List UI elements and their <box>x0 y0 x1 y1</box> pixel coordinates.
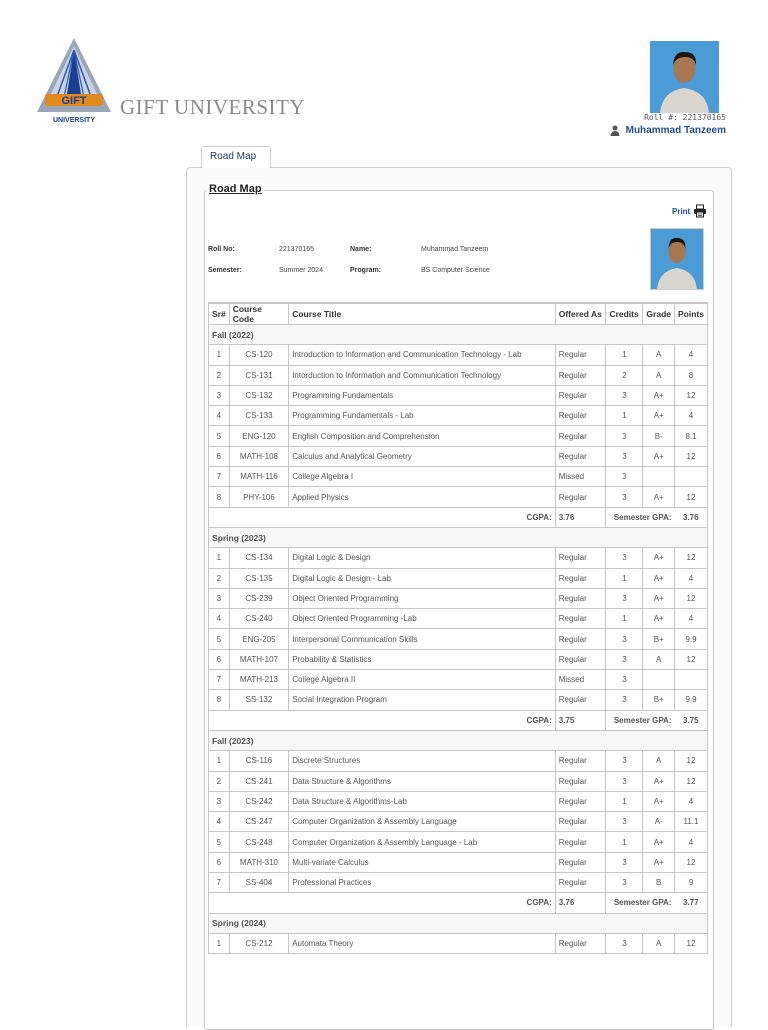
offered-as-cell: Regular <box>555 548 606 568</box>
semester-gpa-value: 3.75 <box>675 710 708 730</box>
course-code-cell: CS-241 <box>229 771 288 791</box>
gpa-row <box>209 893 708 913</box>
table-row <box>209 406 708 426</box>
points-cell: 4 <box>675 568 708 588</box>
name-label: Name: <box>350 246 372 253</box>
course-title-cell: Programming Fundamentals - Lab <box>289 406 556 426</box>
course-code-cell: CS-240 <box>229 609 288 629</box>
points-cell: 4 <box>675 791 708 811</box>
student-photo <box>650 228 704 290</box>
course-title-cell: English Composition and Comprehension <box>289 426 556 446</box>
sr-cell: 4 <box>209 609 230 629</box>
course-code-cell: MATH-310 <box>229 852 288 872</box>
logo-text: GIFT <box>61 95 87 107</box>
points-cell: 12 <box>675 446 708 466</box>
points-cell: 4 <box>675 345 708 365</box>
sr-cell: 3 <box>209 588 230 608</box>
points-cell: 4 <box>675 609 708 629</box>
points-cell: 12 <box>675 649 708 669</box>
course-code-cell: CS-212 <box>229 933 288 953</box>
sr-cell: 1 <box>209 751 230 771</box>
university-logo <box>35 36 113 124</box>
table-row <box>209 852 708 872</box>
credits-cell: 1 <box>606 832 643 852</box>
user-name-link[interactable] <box>610 125 726 136</box>
credits-cell: 3 <box>606 852 643 872</box>
offered-as-cell: Regular <box>555 345 606 365</box>
sr-cell: 7 <box>209 873 230 893</box>
program-label: Program: <box>350 267 382 274</box>
course-code-cell: CS-133 <box>229 406 288 426</box>
grade-cell: A+ <box>643 588 675 608</box>
course-title-cell: Probability & Statistics <box>289 649 556 669</box>
grade-cell: A+ <box>643 568 675 588</box>
table-row <box>209 548 708 568</box>
points-cell: 12 <box>675 588 708 608</box>
course-title-cell: Object Oriented Programming <box>289 588 556 608</box>
table-header-row <box>209 303 708 325</box>
offered-as-cell: Regular <box>555 791 606 811</box>
table-row <box>209 933 708 953</box>
grade-cell <box>643 467 675 487</box>
grade-cell: A+ <box>643 487 675 507</box>
table-row <box>209 365 708 385</box>
credits-cell: 3 <box>606 812 643 832</box>
roll-number-display: Roll #: 221370165 <box>644 113 726 122</box>
sr-cell: 1 <box>209 933 230 953</box>
course-title-cell: Discrete Structures <box>289 751 556 771</box>
credits-cell: 3 <box>606 629 643 649</box>
course-title-cell: College Algebra I <box>289 467 556 487</box>
user-avatar <box>650 41 719 113</box>
course-title-cell: Object Oriented Programming -Lab <box>289 609 556 629</box>
col-header-offered-as: Offered As <box>555 303 606 325</box>
points-cell: 4 <box>675 406 708 426</box>
course-code-cell: CS-132 <box>229 385 288 405</box>
grade-cell: A+ <box>643 832 675 852</box>
course-code-cell: MATH-116 <box>229 467 288 487</box>
offered-as-cell: Missed <box>555 467 606 487</box>
table-row <box>209 832 708 852</box>
grade-cell: A <box>643 649 675 669</box>
offered-as-cell: Regular <box>555 629 606 649</box>
user-icon <box>610 125 620 136</box>
offered-as-cell: Regular <box>555 873 606 893</box>
course-code-cell: ENG-120 <box>229 426 288 446</box>
col-header-course-title: Course Title <box>289 303 556 325</box>
offered-as-cell: Regular <box>555 365 606 385</box>
col-header-credits: Credits <box>606 303 643 325</box>
grade-cell: A+ <box>643 446 675 466</box>
credits-cell: 3 <box>606 933 643 953</box>
course-title-cell: Computer Organization & Assembly Language - Lab <box>289 832 556 852</box>
points-cell: 9 <box>675 873 708 893</box>
table-row <box>209 649 708 669</box>
points-cell: 8.1 <box>675 426 708 446</box>
offered-as-cell: Regular <box>555 852 606 872</box>
sr-cell: 1 <box>209 548 230 568</box>
points-cell <box>675 467 708 487</box>
grade-cell: B <box>643 873 675 893</box>
course-title-cell: Automata Theory <box>289 933 556 953</box>
semester-gpa-label: Semester GPA: <box>606 893 675 913</box>
offered-as-cell: Regular <box>555 933 606 953</box>
course-title-cell: Interpersonal Communication Skills <box>289 629 556 649</box>
points-cell: 9.9 <box>675 629 708 649</box>
course-code-cell: CS-242 <box>229 791 288 811</box>
sr-cell: 3 <box>209 385 230 405</box>
grade-cell: B+ <box>643 629 675 649</box>
semester-heading: Spring (2024) <box>209 913 708 933</box>
semester-heading: Spring (2023) <box>209 527 708 547</box>
sr-cell: 6 <box>209 649 230 669</box>
course-title-cell: Calculus and Analytical Geometry <box>289 446 556 466</box>
user-name: Muhammad Tanzeem <box>625 125 726 136</box>
credits-cell: 1 <box>606 406 643 426</box>
points-cell: 12 <box>675 548 708 568</box>
semester-gpa-label: Semester GPA: <box>606 507 675 527</box>
course-title-cell: Programming Fundamentals <box>289 385 556 405</box>
credits-cell: 3 <box>606 873 643 893</box>
table-row <box>209 446 708 466</box>
course-title-cell: Digital Logic & Design - Lab <box>289 568 556 588</box>
semester-heading: Fall (2022) <box>209 325 708 345</box>
semester-heading-row <box>209 325 708 345</box>
offered-as-cell: Regular <box>555 609 606 629</box>
sr-cell: 4 <box>209 406 230 426</box>
credits-cell: 1 <box>606 609 643 629</box>
points-cell <box>675 670 708 690</box>
credits-cell: 1 <box>606 568 643 588</box>
cgpa-value: 3.75 <box>555 710 606 730</box>
road-map-table <box>208 302 708 954</box>
course-code-cell: CS-135 <box>229 568 288 588</box>
points-cell: 12 <box>675 385 708 405</box>
table-row <box>209 385 708 405</box>
cgpa-value: 3.76 <box>555 893 606 913</box>
offered-as-cell: Regular <box>555 812 606 832</box>
col-header-sr: Sr# <box>209 303 230 325</box>
course-title-cell: College Algebra II <box>289 670 556 690</box>
table-row <box>209 426 708 446</box>
points-cell: 11.1 <box>675 812 708 832</box>
course-title-cell: Digital Logic & Design <box>289 548 556 568</box>
cgpa-value: 3.76 <box>555 507 606 527</box>
course-code-cell: SS-132 <box>229 690 288 710</box>
sr-cell: 6 <box>209 852 230 872</box>
offered-as-cell: Regular <box>555 487 606 507</box>
course-title-cell: Applied Physics <box>289 487 556 507</box>
course-code-cell: CS-248 <box>229 832 288 852</box>
sr-cell: 2 <box>209 771 230 791</box>
sr-cell: 7 <box>209 467 230 487</box>
course-title-cell: Professional Practices <box>289 873 556 893</box>
course-title-cell: Multi-variate Calculus <box>289 852 556 872</box>
course-code-cell: MATH-213 <box>229 670 288 690</box>
grade-cell: A+ <box>643 852 675 872</box>
offered-as-cell: Regular <box>555 588 606 608</box>
semester-value: Summer 2024 <box>279 267 323 274</box>
semester-gpa-label: Semester GPA: <box>606 710 675 730</box>
course-code-cell: MATH-108 <box>229 446 288 466</box>
table-row <box>209 487 708 507</box>
credits-cell: 3 <box>606 751 643 771</box>
course-title-cell: Data Structure & Algorithms-Lab <box>289 791 556 811</box>
table-row <box>209 629 708 649</box>
course-code-cell: CS-131 <box>229 365 288 385</box>
course-title-cell: Data Structure & Algorithms <box>289 771 556 791</box>
credits-cell: 3 <box>606 771 643 791</box>
table-row <box>209 588 708 608</box>
credits-cell: 3 <box>606 467 643 487</box>
course-code-cell: MATH-107 <box>229 649 288 669</box>
semester-gpa-value: 3.77 <box>675 893 708 913</box>
offered-as-cell: Regular <box>555 690 606 710</box>
name-value: Muhammad Tanzeem <box>421 246 489 253</box>
table-row <box>209 812 708 832</box>
semester-heading-row <box>209 527 708 547</box>
university-name: GIFT UNIVERSITY <box>120 95 306 119</box>
credits-cell: 2 <box>606 365 643 385</box>
points-cell: 9.9 <box>675 690 708 710</box>
sr-cell: 2 <box>209 568 230 588</box>
sr-cell: 7 <box>209 670 230 690</box>
points-cell: 12 <box>675 852 708 872</box>
sr-cell: 8 <box>209 690 230 710</box>
grade-cell <box>643 670 675 690</box>
course-code-cell: CS-116 <box>229 751 288 771</box>
cgpa-label: CGPA: <box>209 710 556 730</box>
credits-cell: 3 <box>606 446 643 466</box>
col-header-course-code: Course Code <box>229 303 288 325</box>
grade-cell: B- <box>643 426 675 446</box>
table-row <box>209 467 708 487</box>
course-code-cell: SS-404 <box>229 873 288 893</box>
sr-cell: 8 <box>209 487 230 507</box>
grade-cell: A+ <box>643 406 675 426</box>
credits-cell: 3 <box>606 690 643 710</box>
table-row <box>209 568 708 588</box>
sr-cell: 5 <box>209 629 230 649</box>
offered-as-cell: Regular <box>555 771 606 791</box>
sr-cell: 1 <box>209 345 230 365</box>
cgpa-label: CGPA: <box>209 893 556 913</box>
sr-cell: 3 <box>209 791 230 811</box>
grade-cell: A <box>643 933 675 953</box>
grade-cell: B+ <box>643 690 675 710</box>
credits-cell: 3 <box>606 649 643 669</box>
print-label: Print <box>672 206 691 216</box>
course-title-cell: Introduction to Information and Communication Technology - Lab <box>289 345 556 365</box>
grade-cell: A <box>643 751 675 771</box>
points-cell: 12 <box>675 771 708 791</box>
table-row <box>209 609 708 629</box>
offered-as-cell: Regular <box>555 568 606 588</box>
sr-cell: 5 <box>209 832 230 852</box>
program-value: BS Computer Science <box>421 267 490 274</box>
course-code-cell: CS-239 <box>229 588 288 608</box>
credits-cell: 3 <box>606 487 643 507</box>
course-code-cell: ENG-205 <box>229 629 288 649</box>
table-row <box>209 873 708 893</box>
table-row <box>209 670 708 690</box>
credits-cell: 3 <box>606 385 643 405</box>
points-cell: 12 <box>675 487 708 507</box>
print-button[interactable] <box>672 204 707 218</box>
offered-as-cell: Regular <box>555 385 606 405</box>
offered-as-cell: Missed <box>555 670 606 690</box>
semester-gpa-value: 3.76 <box>675 507 708 527</box>
course-title-cell: Social Integration Program <box>289 690 556 710</box>
credits-cell: 3 <box>606 588 643 608</box>
offered-as-cell: Regular <box>555 649 606 669</box>
grade-cell: A+ <box>643 385 675 405</box>
tab-road-map[interactable]: Road Map <box>201 146 271 168</box>
course-title-cell: Computer Organization & Assembly Language <box>289 812 556 832</box>
points-cell: 8 <box>675 365 708 385</box>
course-code-cell: CS-134 <box>229 548 288 568</box>
gpa-row <box>209 507 708 527</box>
col-header-grade: Grade <box>643 303 675 325</box>
offered-as-cell: Regular <box>555 751 606 771</box>
roll-no-label: Roll No: <box>208 246 235 253</box>
grade-cell: A <box>643 365 675 385</box>
table-row <box>209 345 708 365</box>
offered-as-cell: Regular <box>555 406 606 426</box>
course-title-cell: Intorduction to Information and Communication Technology <box>289 365 556 385</box>
credits-cell: 3 <box>606 548 643 568</box>
road-map-legend: Road Map <box>209 183 262 195</box>
grade-cell: A+ <box>643 548 675 568</box>
offered-as-cell: Regular <box>555 446 606 466</box>
course-code-cell: CS-247 <box>229 812 288 832</box>
semester-label: Semester: <box>208 267 242 274</box>
points-cell: 4 <box>675 832 708 852</box>
sr-cell: 2 <box>209 365 230 385</box>
offered-as-cell: Regular <box>555 426 606 446</box>
semester-heading-row <box>209 730 708 750</box>
grade-cell: A+ <box>643 771 675 791</box>
points-cell: 12 <box>675 751 708 771</box>
sr-cell: 6 <box>209 446 230 466</box>
grade-cell: A <box>643 345 675 365</box>
semester-heading: Fall (2023) <box>209 730 708 750</box>
credits-cell: 3 <box>606 426 643 446</box>
table-row <box>209 771 708 791</box>
points-cell: 12 <box>675 933 708 953</box>
semester-heading-row <box>209 913 708 933</box>
sr-cell: 5 <box>209 426 230 446</box>
offered-as-cell: Regular <box>555 832 606 852</box>
credits-cell: 3 <box>606 670 643 690</box>
grade-cell: A+ <box>643 609 675 629</box>
sr-cell: 4 <box>209 812 230 832</box>
course-code-cell: CS-120 <box>229 345 288 365</box>
logo-subtext: UNIVERSITY <box>52 117 96 124</box>
grade-cell: A- <box>643 812 675 832</box>
col-header-points: Points <box>675 303 708 325</box>
cgpa-label: CGPA: <box>209 507 556 527</box>
table-row <box>209 751 708 771</box>
table-row <box>209 791 708 811</box>
roll-no-value: 221370165 <box>279 246 315 253</box>
credits-cell: 1 <box>606 345 643 365</box>
gpa-row <box>209 710 708 730</box>
course-code-cell: PHY-106 <box>229 487 288 507</box>
credits-cell: 1 <box>606 791 643 811</box>
printer-icon <box>693 204 707 218</box>
table-row <box>209 690 708 710</box>
grade-cell: A+ <box>643 791 675 811</box>
